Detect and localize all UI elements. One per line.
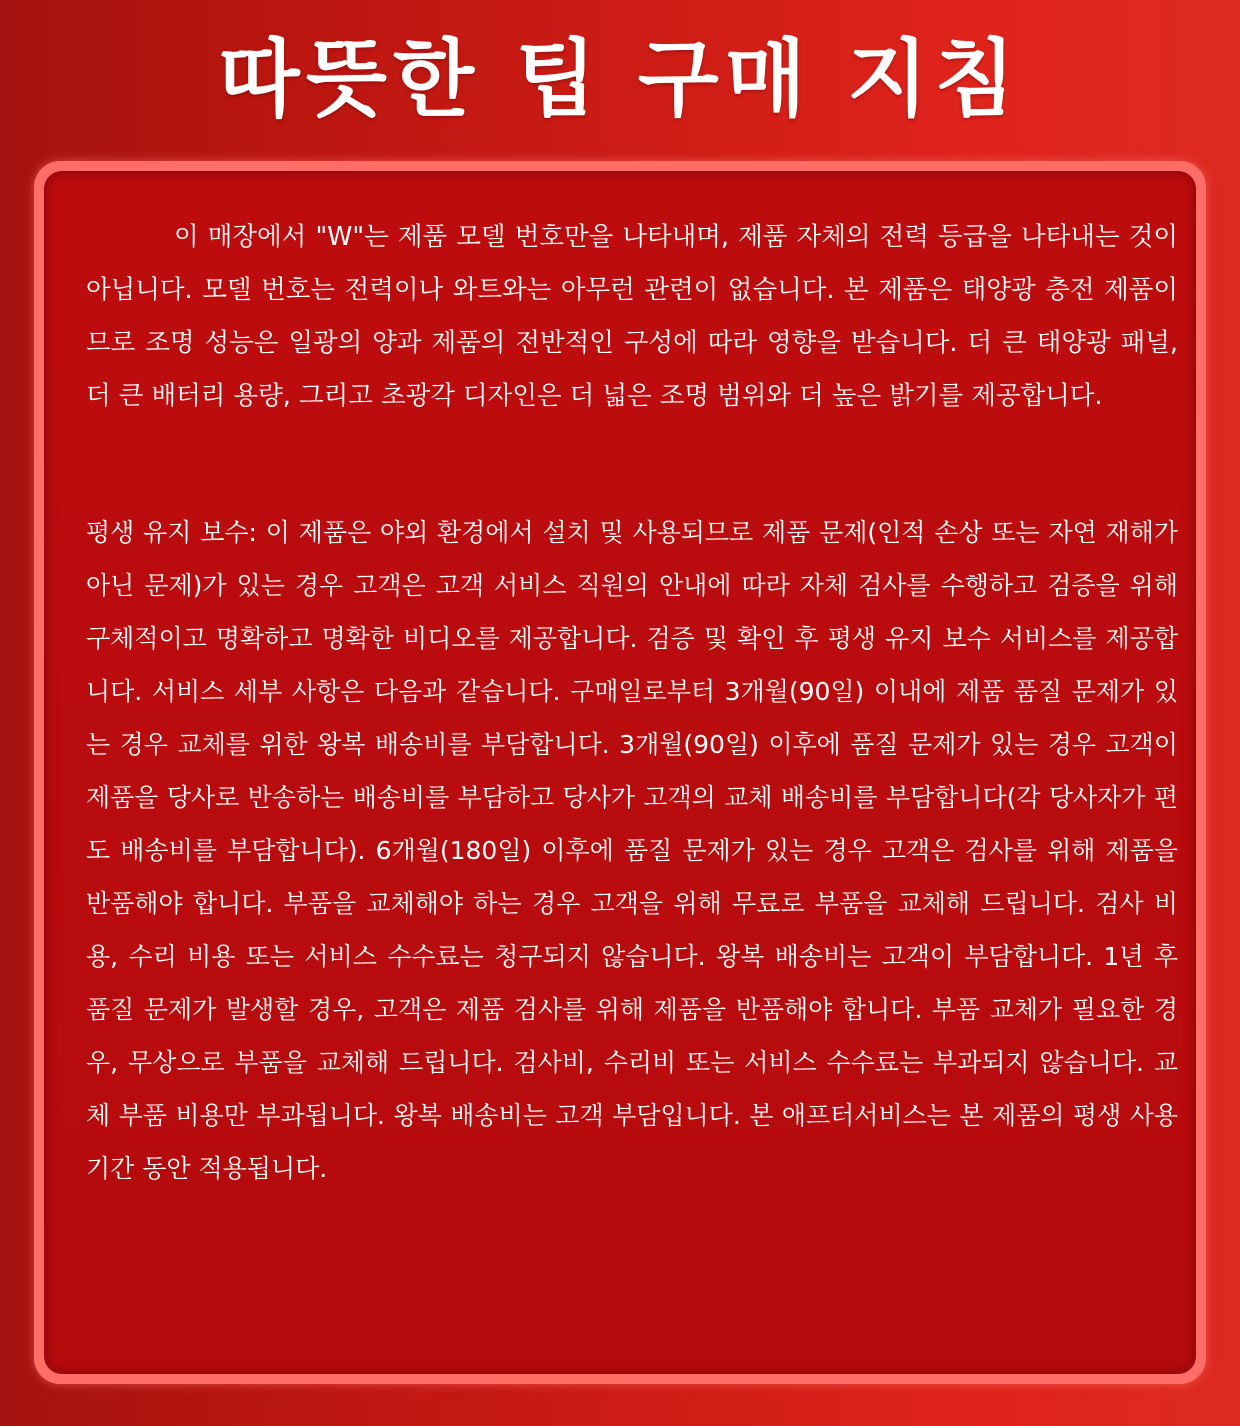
page-title: 따뜻한 팁 구매 지침 — [218, 30, 1022, 128]
lifetime-maintenance-paragraph: 평생 유지 보수: 이 제품은 야외 환경에서 설치 및 사용되므로 제품 문제(인적 손상 또는 자연 재해가 아닌 문제)가 있는 경우 고객은 고객 서비스 직원의 안내에 따라 자체 검사를 수행하고 검증을 위해 구체적이고 명확하고 명확한 비디오를 제공합니다. 검증 및 확인 후 평생 유지 보수 서비스를 제공합니다. 서비스 세부 사항은 다음과 같습니다. 구매일로부터 3개월(90일) 이내에 제품 품질 문제가 있는 경우 교체를 위한 왕복 배송비를 부담합니다. 3개월(90일) 이후에 품질 문제가 있는 경우 고객이 제품을 당사로 반송하는 배송비를 부담하고 당사가 고객의 교체 배송비를 부담합니다(각 당사자가 편도 배송비를 부담합니다). 6개월(180일) 이후에 품질 문제가 있는 경우 고객은 검사를 위해 제품을 반품해야 합니다. 부품을 교체해야 하는 경우 고객을 위해 무료로 부품을 교체해 드립니다. 검사 비용, 수리 비용 또는 서비스 수수료는 청구되지 않습니다. 왕복 배송비는 고객이 부담합니다. 1년 후 품질 문제가 발생할 경우, 고객은 제품 검사를 위해 제품을 반품해야 합니다. 부품 교체가 필요한 경우, 무상으로 부품을 교체해 드립니다. 검사비, 수리비 또는 서비스 수수료는 부과되지 않습니다. 교체 부품 비용만 부과됩니다. 왕복 배송비는 고객 부담입니다. 본 애프터서비스는 본 제품의 평생 사용 기간 동안 적용됩니다. — [86, 518, 1178, 1183]
model-notice-paragraph: 이 매장에서 "W"는 제품 모델 번호만을 나타내며, 제품 자체의 전력 등급을 나타내는 것이 아닙니다. 모델 번호는 전력이나 와트와는 아무런 관련이 없습니다. 본 제품은 태양광 충전 제품이므로 조명 성능은 일광의 양과 제품의 전반적인 구성에 따라 영향을 받습니다. 더 큰 태양광 패널, 더 큰 배터리 용량, 그리고 초광각 디자인은 더 넓은 조명 범위와 더 높은 밝기를 제공합니다. — [86, 222, 1178, 411]
notice-panel — [44, 171, 1196, 1374]
notice-frame — [34, 161, 1206, 1384]
